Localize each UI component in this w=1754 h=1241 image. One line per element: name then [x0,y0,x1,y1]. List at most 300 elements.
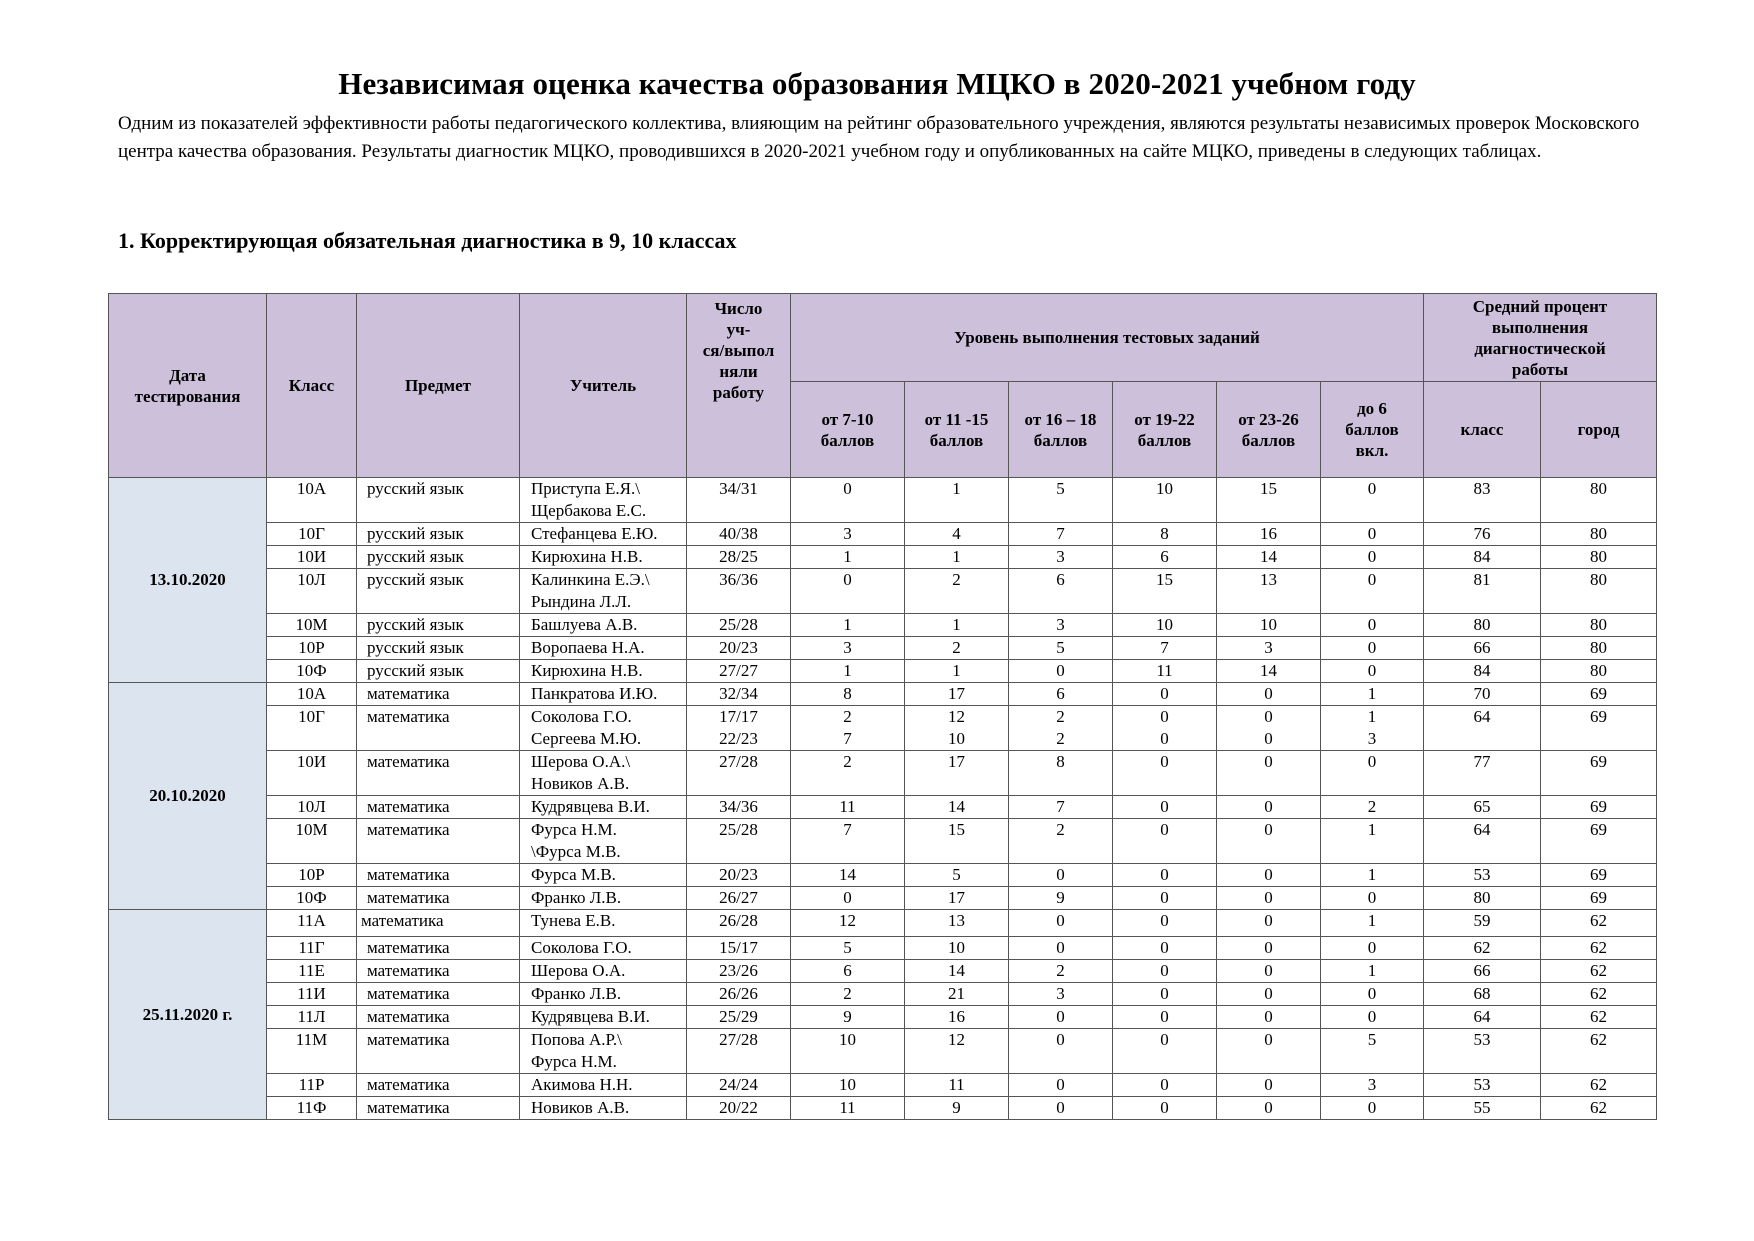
cell-level-11-15 [905,864,1009,887]
cell-level-19-22 [1113,683,1217,706]
page-title: Независимая оценка качества образования МЦКО в 2020-2021 учебном году [338,66,1416,101]
cell-level-16-18-line: 0 [1056,911,1065,930]
cell-level-16-18 [1009,960,1113,983]
cell-subject: русский язык [357,637,520,660]
header-level-7-10: от 7-10 баллов [791,382,905,478]
cell-level-19-22 [1113,614,1217,637]
cell-level-11-15 [905,819,1009,864]
cell-class: 11И [267,983,357,1006]
cell-teacher [520,1097,687,1120]
cell-level-up-to-6 [1321,546,1424,569]
cell-subject: русский язык [357,523,520,546]
cell-class: 11Л [267,1006,357,1029]
cell-level-16-18 [1009,983,1113,1006]
cell-count-line: 32/34 [719,684,758,703]
cell-level-7-10-line: 8 [843,684,852,703]
cell-count [687,864,791,887]
table-row [109,546,1657,569]
cell-level-19-22-line: 10 [1156,479,1173,498]
table-row [109,960,1657,983]
cell-level-19-22-line: 7 [1160,638,1169,657]
cell-class: 10М [267,819,357,864]
cell-average-city: 62 [1541,960,1657,983]
table-row [109,751,1657,796]
cell-teacher-line: Фурса Н.М. [531,820,617,839]
cell-test-date: 20.10.2020 [109,683,267,910]
cell-level-up-to-6-line: 0 [1367,570,1377,589]
cell-level-16-18 [1009,614,1113,637]
cell-level-23-26 [1217,637,1321,660]
cell-subject: математика [357,864,520,887]
cell-class: 10Ф [267,660,357,683]
cell-count-line: 28/25 [719,547,758,566]
cell-level-23-26-line: 0 [1264,729,1273,748]
cell-subject: русский язык [357,546,520,569]
section-title: 1. Корректирующая обязательная диагностика в 9, 10 классах [118,228,737,253]
cell-level-up-to-6-line: 1 [1367,911,1377,930]
cell-level-19-22-line: 0 [1160,707,1169,726]
cell-level-11-15-line: 17 [948,684,965,703]
cell-level-23-26 [1217,706,1321,751]
cell-level-23-26 [1217,960,1321,983]
cell-level-23-26 [1217,983,1321,1006]
cell-level-23-26-line: 0 [1264,797,1273,816]
cell-level-23-26-line: 0 [1264,684,1273,703]
cell-level-23-26 [1217,569,1321,614]
cell-level-16-18-line: 3 [1056,984,1065,1003]
cell-level-up-to-6-line: 2 [1367,797,1377,816]
header-average-city: город [1541,382,1657,478]
cell-level-23-26-line: 0 [1264,888,1273,907]
cell-level-16-18 [1009,910,1113,937]
cell-average-class: 53 [1424,864,1541,887]
cell-average-class: 66 [1424,960,1541,983]
cell-level-up-to-6-line: 0 [1367,984,1377,1003]
cell-level-up-to-6 [1321,660,1424,683]
cell-level-11-15 [905,751,1009,796]
cell-level-16-18-line: 0 [1056,1098,1065,1117]
cell-count-line: 26/26 [719,984,758,1003]
cell-level-16-18 [1009,796,1113,819]
header-subject: Предмет [357,294,520,478]
cell-level-7-10 [791,864,905,887]
cell-class: 11М [267,1029,357,1074]
cell-level-19-22 [1113,637,1217,660]
cell-level-19-22 [1113,796,1217,819]
cell-level-7-10 [791,1097,905,1120]
cell-level-11-15 [905,478,1009,523]
cell-level-7-10 [791,546,905,569]
cell-level-11-15 [905,683,1009,706]
cell-teacher-line: Стефанцева Е.Ю. [531,524,658,543]
cell-subject: математика [357,1074,520,1097]
cell-count-line: 34/36 [719,797,758,816]
cell-level-7-10-line: 2 [843,752,852,771]
header-level-16-18: от 16 – 18 баллов [1009,382,1113,478]
cell-level-23-26 [1217,751,1321,796]
cell-teacher-line: Рындина Л.Л. [531,592,632,611]
cell-level-up-to-6-line: 0 [1367,547,1377,566]
table-row [109,1097,1657,1120]
cell-level-11-15-line: 11 [948,1075,965,1094]
cell-teacher-line: \Фурса М.В. [531,842,621,861]
cell-level-16-18-line: 6 [1056,684,1065,703]
cell-level-7-10 [791,910,905,937]
cell-level-23-26-line: 0 [1264,984,1273,1003]
cell-average-class: 77 [1424,751,1541,796]
cell-level-11-15-line: 21 [948,984,965,1003]
cell-count-line: 17/17 [719,707,758,726]
cell-level-11-15 [905,1074,1009,1097]
cell-teacher-line: Фурса М.В. [531,865,616,884]
cell-level-7-10 [791,937,905,960]
cell-average-city: 69 [1541,683,1657,706]
cell-level-7-10-line: 1 [843,661,852,680]
cell-count-line: 27/27 [719,661,758,680]
cell-level-up-to-6 [1321,910,1424,937]
cell-subject: русский язык [357,660,520,683]
cell-teacher-line: Воропаева Н.А. [531,638,645,657]
cell-level-16-18 [1009,751,1113,796]
cell-level-23-26-line: 13 [1260,570,1277,589]
cell-level-up-to-6 [1321,796,1424,819]
cell-level-23-26-line: 0 [1264,938,1273,957]
cell-level-up-to-6-line: 0 [1367,638,1377,657]
cell-count [687,751,791,796]
cell-level-up-to-6 [1321,569,1424,614]
cell-count-line: 23/26 [719,961,758,980]
cell-level-7-10 [791,660,905,683]
cell-level-7-10-line: 0 [843,479,852,498]
header-level-11-15: от 11 -15 баллов [905,382,1009,478]
cell-level-16-18 [1009,546,1113,569]
cell-level-16-18-line: 3 [1056,547,1065,566]
cell-level-19-22 [1113,983,1217,1006]
cell-level-23-26-line: 0 [1264,1098,1273,1117]
cell-teacher [520,887,687,910]
cell-level-up-to-6 [1321,983,1424,1006]
cell-level-7-10 [791,960,905,983]
cell-average-class: 84 [1424,660,1541,683]
cell-level-23-26 [1217,796,1321,819]
cell-level-19-22-line: 0 [1160,865,1169,884]
cell-class: 10Л [267,569,357,614]
cell-level-23-26 [1217,614,1321,637]
cell-level-23-26-line: 14 [1260,661,1277,680]
header-teacher: Учитель [520,294,687,478]
cell-level-16-18-line: 6 [1056,570,1065,589]
cell-level-7-10-line: 12 [839,911,856,930]
table-row [109,660,1657,683]
cell-count-line: 40/38 [719,524,758,543]
cell-level-16-18-line: 8 [1056,752,1065,771]
cell-count [687,983,791,1006]
header-date: Дата тестирования [109,294,267,478]
cell-class: 11Ф [267,1097,357,1120]
cell-level-19-22-line: 0 [1160,1030,1169,1049]
cell-level-11-15-line: 2 [952,638,961,657]
cell-level-16-18-line: 0 [1056,938,1065,957]
cell-teacher-line: Калинкина Е.Э.\ [531,570,650,589]
cell-level-up-to-6-line: 0 [1367,752,1377,771]
cell-level-19-22-line: 15 [1156,570,1173,589]
cell-level-7-10-line: 11 [839,1098,856,1117]
cell-average-city: 62 [1541,1029,1657,1074]
cell-level-11-15 [905,910,1009,937]
cell-count [687,937,791,960]
cell-level-up-to-6-line: 3 [1367,729,1377,748]
cell-class: 10М [267,614,357,637]
table-row [109,706,1657,751]
cell-level-16-18 [1009,887,1113,910]
intro-paragraph: Одним из показателей эффективности работы педагогического коллектива, влияющим на рейтинг образовательного учреждения, являются результаты независимых проверок Московского центра качества образования. Результаты диагностик МЦКО, проводившихся в 2020-2021 учебном году и опубликованных на сайте МЦКО, приведены в следующих таблицах. [118,113,1640,162]
cell-level-up-to-6 [1321,1029,1424,1074]
cell-average-city: 80 [1541,614,1657,637]
cell-teacher-line: Щербакова Е.С. [531,501,647,520]
cell-level-23-26 [1217,523,1321,546]
cell-class: 10Р [267,864,357,887]
cell-count [687,706,791,751]
cell-level-11-15 [905,887,1009,910]
cell-count-line: 20/22 [719,1098,758,1117]
cell-level-up-to-6-line: 0 [1367,615,1377,634]
cell-level-16-18-line: 2 [1056,729,1065,748]
cell-subject: математика [357,683,520,706]
cell-teacher-line: Франко Л.В. [531,984,622,1003]
cell-level-23-26-line: 0 [1264,752,1273,771]
cell-level-11-15 [905,706,1009,751]
cell-count [687,478,791,523]
cell-level-23-26-line: 0 [1264,1030,1273,1049]
cell-level-11-15-line: 1 [952,615,961,634]
cell-level-up-to-6-line: 3 [1367,1075,1377,1094]
cell-level-16-18 [1009,864,1113,887]
cell-level-23-26-line: 15 [1260,479,1277,498]
cell-level-19-22-line: 0 [1160,1007,1169,1026]
cell-level-23-26 [1217,887,1321,910]
cell-level-19-22 [1113,819,1217,864]
cell-level-23-26 [1217,1097,1321,1120]
cell-level-up-to-6-line: 1 [1367,684,1377,703]
cell-level-16-18-line: 2 [1056,961,1065,980]
cell-level-11-15-line: 12 [948,707,965,726]
cell-level-up-to-6-line: 5 [1367,1030,1377,1049]
cell-test-date: 13.10.2020 [109,478,267,683]
cell-level-23-26 [1217,1074,1321,1097]
cell-level-19-22-line: 0 [1160,1098,1169,1117]
cell-level-23-26-line: 10 [1260,615,1277,634]
cell-level-up-to-6 [1321,751,1424,796]
header-level-19-22: от 19-22 баллов [1113,382,1217,478]
table-row [109,683,1657,706]
cell-level-up-to-6-line: 0 [1367,1007,1377,1026]
cell-level-16-18-line: 5 [1056,638,1065,657]
cell-level-16-18 [1009,523,1113,546]
cell-level-16-18-line: 0 [1056,1007,1065,1026]
cell-subject: математика [357,751,520,796]
table-row [109,937,1657,960]
table-row [109,887,1657,910]
cell-level-19-22 [1113,937,1217,960]
cell-level-up-to-6 [1321,637,1424,660]
cell-teacher [520,960,687,983]
cell-level-19-22-line: 0 [1160,684,1169,703]
cell-level-16-18 [1009,478,1113,523]
cell-level-7-10 [791,796,905,819]
cell-average-city: 69 [1541,887,1657,910]
cell-level-16-18 [1009,1074,1113,1097]
cell-teacher-line: Кудрявцева В.И. [531,797,650,816]
cell-level-11-15-line: 9 [952,1098,961,1117]
cell-level-23-26-line: 0 [1264,961,1273,980]
cell-subject: русский язык [357,569,520,614]
cell-level-19-22-line: 8 [1160,524,1169,543]
cell-level-up-to-6-line: 0 [1367,524,1377,543]
cell-level-19-22-line: 0 [1160,938,1169,957]
cell-level-11-15 [905,1006,1009,1029]
cell-level-11-15 [905,796,1009,819]
cell-count [687,1029,791,1074]
cell-level-16-18-line: 0 [1056,865,1065,884]
cell-level-up-to-6-line: 0 [1367,661,1377,680]
cell-level-11-15-line: 4 [952,524,961,543]
cell-count-line: 26/27 [719,888,758,907]
table-row [109,523,1657,546]
table-row [109,478,1657,523]
cell-level-19-22 [1113,706,1217,751]
cell-teacher [520,614,687,637]
cell-count-line: 25/29 [719,1007,758,1026]
cell-count-line: 20/23 [719,865,758,884]
cell-average-city: 62 [1541,1097,1657,1120]
cell-level-19-22 [1113,910,1217,937]
cell-class: 10И [267,546,357,569]
cell-level-23-26 [1217,478,1321,523]
cell-average-city: 80 [1541,523,1657,546]
cell-level-7-10-line: 7 [843,729,852,748]
cell-level-19-22 [1113,751,1217,796]
cell-count-line: 36/36 [719,570,758,589]
cell-level-up-to-6 [1321,523,1424,546]
cell-average-city: 80 [1541,569,1657,614]
cell-class: 11Е [267,960,357,983]
cell-level-16-18-line: 3 [1056,615,1065,634]
cell-count [687,1006,791,1029]
cell-level-7-10 [791,1006,905,1029]
cell-count-line: 25/28 [719,615,758,634]
cell-level-23-26 [1217,1029,1321,1074]
cell-level-7-10-line: 0 [843,888,852,907]
cell-subject: математика [357,1097,520,1120]
table-row [109,569,1657,614]
cell-level-7-10 [791,983,905,1006]
cell-level-7-10-line: 2 [843,984,852,1003]
cell-level-11-15 [905,523,1009,546]
cell-average-class: 84 [1424,546,1541,569]
cell-level-23-26 [1217,683,1321,706]
cell-level-11-15-line: 12 [948,1030,965,1049]
cell-level-23-26 [1217,819,1321,864]
cell-level-16-18 [1009,937,1113,960]
cell-subject: математика [357,887,520,910]
table-row [109,1006,1657,1029]
cell-teacher [520,569,687,614]
cell-count [687,683,791,706]
cell-level-up-to-6 [1321,614,1424,637]
cell-teacher-line: Кирюхина Н.В. [531,661,643,680]
cell-level-11-15 [905,960,1009,983]
cell-level-11-15 [905,569,1009,614]
cell-level-11-15-line: 1 [952,547,961,566]
cell-level-11-15-line: 16 [948,1007,965,1026]
cell-count [687,796,791,819]
cell-count [687,960,791,983]
cell-subject: математика [357,819,520,864]
cell-teacher-line: Кирюхина Н.В. [531,547,643,566]
cell-level-23-26-line: 0 [1264,865,1273,884]
cell-level-up-to-6 [1321,819,1424,864]
cell-level-11-15 [905,1029,1009,1074]
cell-level-7-10 [791,887,905,910]
cell-class: 10Л [267,796,357,819]
results-table [108,293,1657,1120]
cell-level-up-to-6-line: 0 [1367,888,1377,907]
cell-level-7-10-line: 10 [839,1030,856,1049]
cell-teacher-line: Кудрявцева В.И. [531,1007,650,1026]
cell-level-7-10-line: 2 [843,707,852,726]
cell-level-7-10-line: 6 [843,961,852,980]
cell-level-16-18-line: 9 [1056,888,1065,907]
cell-teacher-line: Фурса Н.М. [531,1052,617,1071]
cell-subject: математика [357,796,520,819]
cell-level-7-10-line: 5 [843,938,852,957]
cell-level-7-10-line: 14 [839,865,856,884]
table-row [109,1029,1657,1074]
cell-level-7-10-line: 3 [843,638,852,657]
cell-class: 10Г [267,706,357,751]
cell-level-7-10 [791,614,905,637]
cell-teacher [520,706,687,751]
cell-level-23-26 [1217,546,1321,569]
cell-average-class: 64 [1424,706,1541,751]
cell-level-16-18-line: 2 [1056,707,1065,726]
cell-teacher [520,751,687,796]
cell-level-23-26-line: 14 [1260,547,1277,566]
cell-teacher [520,546,687,569]
cell-average-class: 53 [1424,1074,1541,1097]
cell-level-23-26 [1217,910,1321,937]
cell-teacher-line: Франко Л.В. [531,888,622,907]
table-row [109,796,1657,819]
cell-level-up-to-6-line: 1 [1367,865,1377,884]
header-level-up-to-6: до 6 баллов вкл. [1321,382,1424,478]
cell-count [687,887,791,910]
cell-level-up-to-6 [1321,937,1424,960]
cell-level-11-15 [905,637,1009,660]
cell-level-7-10 [791,683,905,706]
cell-count [687,614,791,637]
cell-level-7-10 [791,478,905,523]
cell-level-11-15-line: 10 [948,938,965,957]
cell-level-16-18-line: 7 [1056,797,1065,816]
cell-level-up-to-6-line: 0 [1367,479,1377,498]
cell-average-city: 62 [1541,983,1657,1006]
cell-teacher-line: Панкратова И.Ю. [531,684,658,703]
header-level: Уровень выполнения тестовых заданий [791,294,1424,382]
cell-average-class: 62 [1424,937,1541,960]
cell-teacher-line: Попова А.Р.\ [531,1030,622,1049]
cell-class: 11Г [267,937,357,960]
